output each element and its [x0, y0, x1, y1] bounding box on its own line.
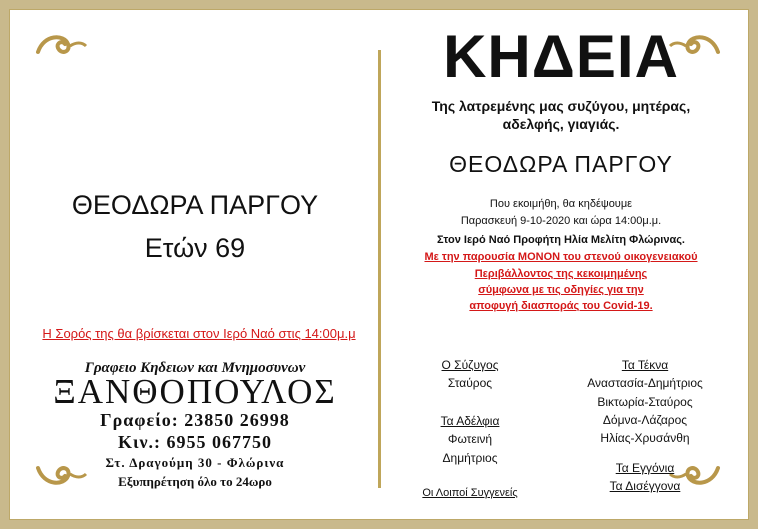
coffin-note: Η Σορός της θα βρίσκεται στον Ιερό Ναό στις 14:00μ.μ: [42, 326, 356, 341]
deceased-age: Ετών 69: [144, 233, 246, 263]
covid-line-1: Με την παρουσία ΜΟΝΟΝ του στενού οικογενειακού: [424, 251, 698, 263]
sibling-name: Φωτεινή: [447, 432, 493, 446]
spouse-name: Σταύρος: [447, 376, 493, 390]
mobile-phone: Κιν.: 6955 067750: [117, 432, 273, 452]
funeral-office-title: Γραφειο Κηδειων και Μνημοσυνων: [84, 360, 306, 376]
covid-line-4: αποφυγή διασποράς του Covid-19.: [469, 300, 653, 312]
relatives-heading: Οι Λοιποί Συγγενείς: [422, 487, 518, 499]
child-name: Δόμνα-Λάζαρος: [602, 413, 688, 427]
office-address: Στ. Δραγούμη 30 - Φλώρινα: [105, 455, 285, 470]
service-hours: Εξυπηρέτηση όλο το 24ωρο: [118, 474, 272, 489]
notice-line-3: Στον Ιερό Ναό Προφήτη Ηλία Μελίτη Φλώρινας.: [437, 234, 685, 246]
children-heading: Τα Τέκνα: [621, 358, 669, 372]
office-phone: Γραφείο: 23850 26998: [100, 410, 290, 430]
sibling-name: Δημήτριος: [442, 451, 498, 465]
child-name: Ηλίας-Χρυσάνθη: [600, 431, 690, 445]
funeral-office-name: ΞΑΝΘΟΠΟΥΛΟΣ: [53, 372, 337, 411]
covid-line-2: Περιβάλλοντος της κεκοιμημένης: [474, 268, 648, 280]
intro-line-1: Της λατρεμένης μας συζύγου, μητέρας,: [431, 98, 691, 114]
gold-flourish-icon: [34, 30, 88, 60]
child-name: Αναστασία-Δημήτριος: [587, 376, 703, 390]
notice-line-2: Παρασκευή 9-10-2020 και ώρα 14:00μ.μ.: [460, 215, 662, 227]
deceased-name-right: ΘΕΟΔΩΡΑ ΠΑΡΓΟΥ: [449, 151, 673, 177]
center-divider: [378, 50, 381, 488]
funeral-title: ΚΗΔΕΙΑ: [443, 23, 679, 90]
child-name: Βικτωρία-Σταύρος: [597, 395, 693, 409]
grandchildren-heading: Τα Εγγόνια: [615, 461, 675, 475]
great-grandchildren-heading: Τα Δισέγγονα: [609, 479, 681, 493]
intro-line-2: αδελφής, γιαγιάς.: [502, 116, 620, 132]
notice-line-1: Που εκοιμήθη, θα κηδέψουμε: [489, 198, 633, 210]
deceased-name: ΘΕΟΔΩΡΑ ΠΑΡΓΟΥ: [71, 190, 319, 220]
spouse-heading: Ο Σύζυγος: [441, 358, 499, 372]
covid-line-3: σύμφωνα με τις οδηγίες για την: [478, 284, 644, 296]
siblings-heading: Τα Αδέλφια: [440, 414, 500, 428]
